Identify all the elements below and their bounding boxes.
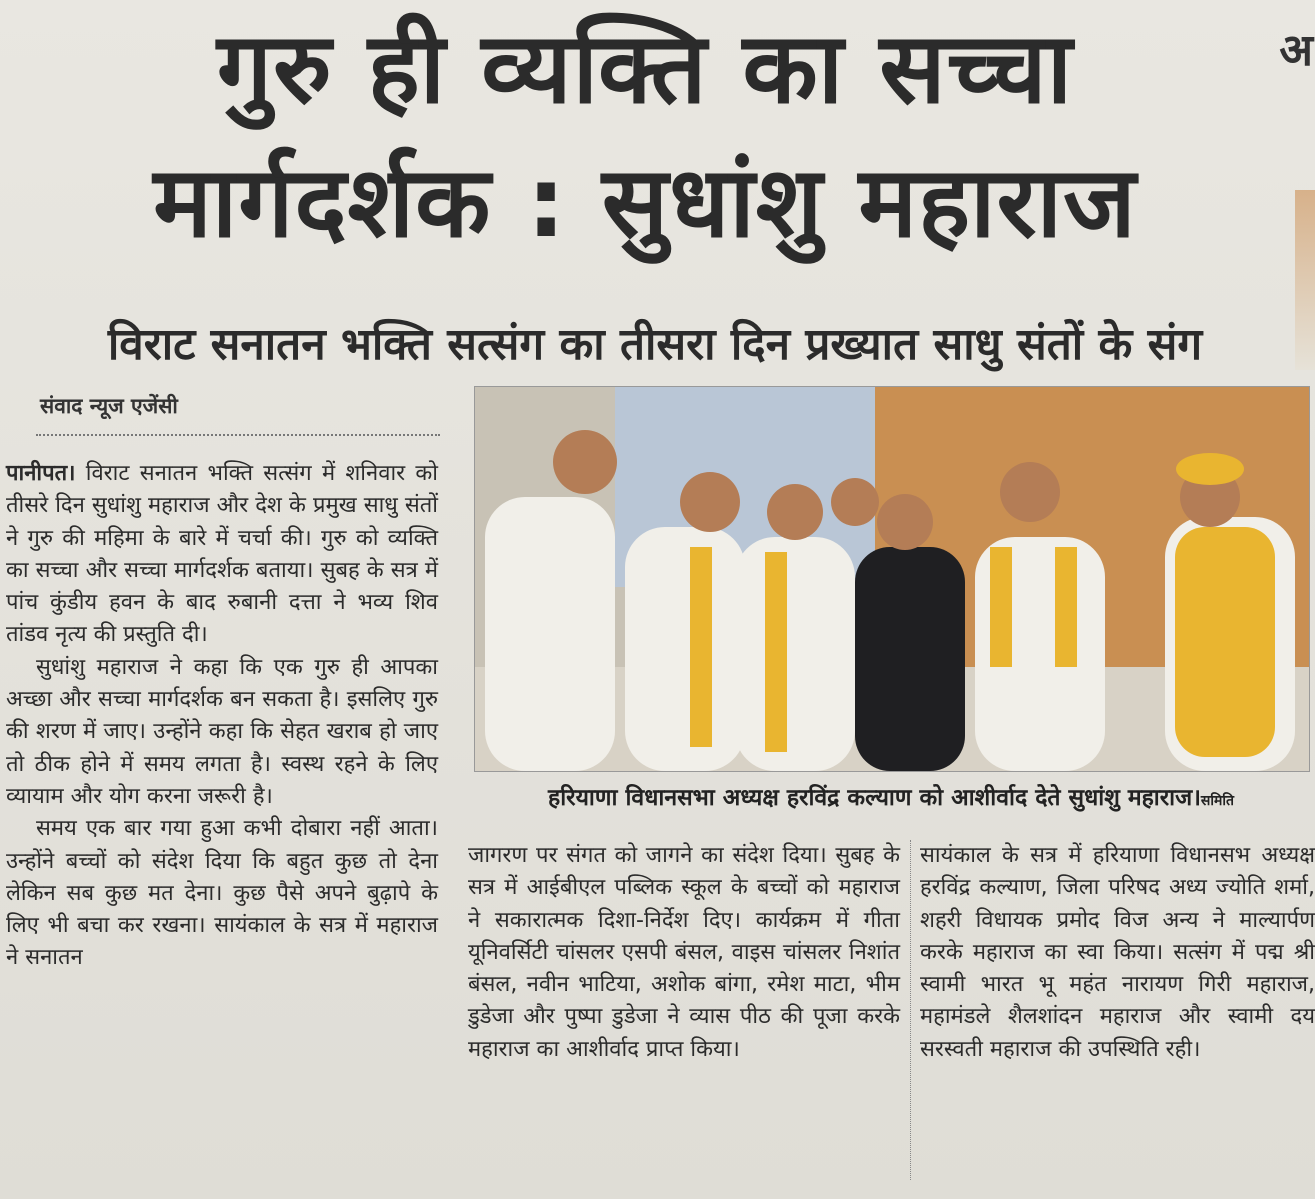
column-3-text: सायंकाल के सत्र में हरियाणा विधानसभ अध्यक्ष हरविंद्र कल्याण, जिला परिषद अध्य ज्योति शर्मा, शहरी विधायक प्रमोद विज अन्य ने माल्यार्पण करके महाराज का स्वा किया। सत्संग में पद्म श्री स्वामी भारत भू महंत नारायण गिरी महाराज, महामंडले शैलशांदन महाराज और स्वामी दय सरस्वती महाराज की उपस्थिति रही।: [920, 843, 1315, 1062]
article-column-2: [468, 840, 900, 1066]
subheadline: विराट सनातन भक्ति सत्संग का तीसरा दिन प्रख्यात साधु संतों के संग: [107, 319, 1203, 370]
adjacent-article-fragment: अ: [1279, 25, 1313, 76]
paragraph-2: सुधांशु महाराज ने कहा कि एक गुरु ही आपका अच्छा और सच्चा मार्गदर्शक बन सकता है। इसलिए गुरु की शरण में जाए। उन्होंने कहा कि सेहत खराब हो जाए तो ठीक होने में समय लगता है। स्वस्थ रहने के लिए व्यायाम और योग करना जरूरी है।: [6, 654, 438, 809]
headline-line-2: मार्गदर्शक : सुधांशु महाराज: [153, 146, 1137, 260]
byline: संवाद न्यूज एजेंसी: [40, 394, 178, 418]
photo-caption: [474, 780, 1308, 812]
headline-line-1: गुरु ही व्यक्ति का सच्चा: [216, 12, 1074, 126]
news-photo-illustration: [475, 387, 1309, 771]
byline-divider: [36, 434, 440, 436]
column-divider: [910, 840, 911, 1180]
news-photo: [474, 386, 1310, 772]
column-2-text: जागरण पर संगत को जागने का संदेश दिया। सुबह के सत्र में आईबीएल पब्लिक स्कूल के बच्चों को महाराज ने सकारात्मक दिशा-निर्देश दिए। कार्यक्रम में गीता यूनिवर्सिटी चांसलर एसपी बंसल, वाइस चांसलर निशांत बंसल, नवीन भाटिया, अशोक बांगा, रमेश माटा, भीम डुडेजा और पुष्पा डुडेजा ने व्यास पीठ की पूजा करके महाराज का आशीर्वाद प्राप्त किया।: [468, 843, 900, 1062]
photo-credit: समिति: [1200, 793, 1234, 809]
article-column-3: [920, 840, 1315, 1066]
adjacent-article-edge: [1295, 190, 1315, 370]
dateline: पानीपत।: [6, 461, 76, 486]
paragraph-1: विराट सनातन भक्ति सत्संग में शनिवार को तीसरे दिन सुधांशु महाराज और देश के प्रमुख साधु संतों ने गुरु की महिमा के बारे में चर्चा की। गुरु को व्यक्ति का सच्चा और सच्चा मार्गदर्शक बताया। सुबह के सत्र में पांच कुंडीय हवन के बाद रुबानी दत्ता ने भव्य शिव तांडव नृत्य की प्रस्तुति दी।: [6, 461, 438, 648]
article-column-1: [6, 458, 438, 975]
paragraph-3: समय एक बार गया हुआ कभी दोबारा नहीं आता। उन्होंने बच्चों को संदेश दिया कि बहुत कुछ तो देना लेकिन सब कुछ मत देना। कुछ पैसे अपने बुढ़ापे के लिए भी बचा कर रखना। सायंकाल के सत्र में महाराज ने सनातन: [6, 816, 438, 971]
photo-caption-text: हरियाणा विधानसभा अध्यक्ष हरविंद्र कल्याण को आशीर्वाद देते सुधांशु महाराज।: [548, 785, 1201, 811]
